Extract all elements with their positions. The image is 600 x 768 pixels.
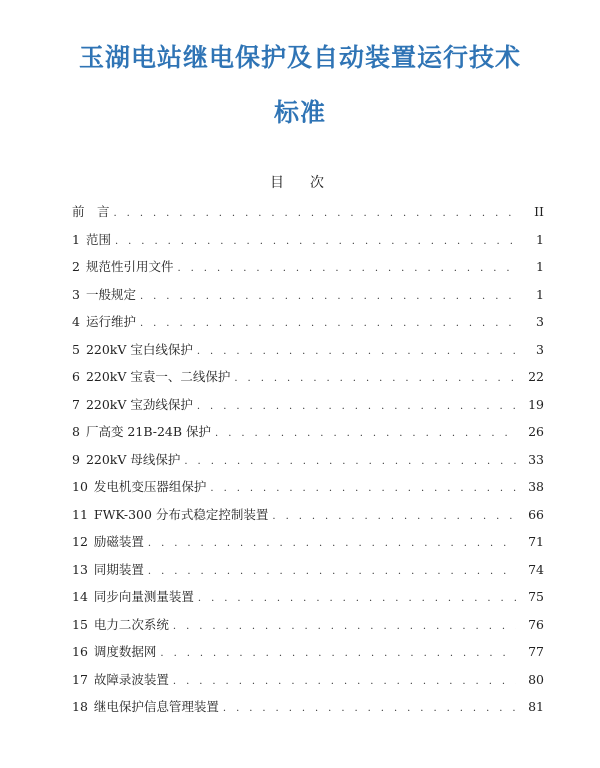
toc-entry-title: 电力二次系统	[93, 616, 169, 632]
toc-entry-title: 调度数据网	[93, 644, 157, 659]
dot-leader	[215, 420, 516, 448]
toc-entry-page: 19	[528, 396, 544, 412]
toc-entry-label	[72, 583, 198, 611]
toc-entry-label	[72, 473, 210, 501]
dot-leader	[197, 393, 516, 421]
toc-entry[interactable]	[72, 638, 544, 666]
toc-entry-label	[72, 363, 234, 391]
toc-entry[interactable]	[72, 556, 544, 584]
toc-entry-page: 26	[528, 424, 544, 439]
toc-entry-number: 4	[72, 314, 80, 329]
dot-leader	[173, 668, 516, 696]
dot-leader	[148, 530, 516, 558]
dot-leader	[160, 640, 516, 668]
toc-entry-page: 1	[536, 231, 544, 247]
toc-entry-number: 5	[72, 341, 80, 357]
toc-entry[interactable]	[72, 501, 544, 529]
toc-entry-title: 220kV 宝袁一、二线保护	[85, 369, 231, 384]
toc-entry-number: 12	[72, 534, 88, 549]
toc-entry-title: 一般规定	[85, 286, 136, 302]
toc-entry[interactable]	[72, 666, 544, 694]
toc-entry[interactable]	[72, 363, 544, 391]
toc-entry-label	[72, 391, 197, 419]
toc-entry-page: 1	[536, 259, 544, 274]
toc-entry-title: 220kV 宝劲线保护	[85, 396, 193, 412]
dot-leader	[148, 558, 516, 586]
toc-entry-title: 同期装置	[93, 561, 144, 577]
toc-entry-number: 2	[72, 259, 80, 274]
toc-entry-number: 9	[72, 451, 80, 467]
toc-entry[interactable]	[72, 473, 544, 501]
toc-entry-label	[72, 198, 114, 226]
toc-entry-page: 1	[536, 286, 544, 302]
document-title-line-1: 玉湖电站继电保护及自动装置运行技术	[78, 43, 521, 72]
toc-entry-page: 75	[528, 589, 544, 604]
toc-entry-title: 发电机变压器组保护	[93, 479, 207, 494]
toc-entry-label	[72, 638, 160, 666]
toc-entry[interactable]	[72, 336, 544, 364]
toc-entry-number: 10	[72, 479, 88, 494]
toc-entry-number: 8	[72, 424, 80, 439]
toc-entry-label	[72, 336, 197, 364]
toc-entry-page: 80	[528, 671, 544, 687]
toc-entry-label	[72, 281, 140, 309]
toc-entry-page: 22	[528, 369, 544, 384]
dot-leader	[197, 338, 516, 366]
toc-entry-label	[72, 308, 140, 336]
dot-leader	[114, 200, 516, 228]
toc-entry-number: 3	[72, 286, 80, 302]
toc-entry-page: 66	[528, 506, 544, 522]
toc-entry-number: 11	[72, 506, 88, 522]
toc-entry-title: 运行维护	[85, 314, 136, 329]
dot-leader	[198, 585, 516, 613]
toc-entry-label	[72, 501, 272, 529]
toc-entry[interactable]	[72, 418, 544, 446]
toc-entry-page: 38	[528, 479, 544, 494]
toc-entry-label	[72, 446, 184, 474]
toc-entry-title: 220kV 宝白线保护	[85, 341, 193, 357]
dot-leader	[115, 228, 516, 256]
toc-entry-foreword[interactable]	[72, 198, 544, 226]
toc-entry[interactable]	[72, 446, 544, 474]
toc-entry-number: 13	[72, 561, 88, 577]
toc-entry-page: II	[534, 204, 544, 219]
dot-leader	[234, 365, 516, 393]
toc-entry-title: 规范性引用文件	[85, 259, 174, 274]
dot-leader	[173, 613, 516, 641]
toc-entry-page: 33	[528, 451, 544, 467]
dot-leader	[177, 255, 516, 283]
toc-entry-page: 3	[536, 314, 544, 329]
toc-heading: 目 次	[270, 175, 330, 191]
toc-entry-page: 81	[528, 699, 544, 714]
toc-entry[interactable]	[72, 308, 544, 336]
toc-entry-label	[72, 693, 223, 721]
toc-entry-label	[72, 528, 148, 556]
toc-entry-number: 17	[72, 671, 88, 687]
toc-entry-title: 前 言	[72, 204, 110, 219]
toc-entry-number: 16	[72, 644, 88, 659]
document-title-line-2: 标准	[273, 98, 326, 127]
toc-entry-label	[72, 226, 115, 254]
toc-entry-title: 厂高变 21B-24B 保护	[85, 424, 212, 439]
toc-entry[interactable]	[72, 226, 544, 254]
toc-entry-label	[72, 253, 177, 281]
toc-entry-label	[72, 666, 173, 694]
dot-leader	[272, 503, 516, 531]
toc-entry[interactable]	[72, 693, 544, 721]
toc-entry[interactable]	[72, 281, 544, 309]
toc-entry-page: 71	[528, 534, 544, 549]
dot-leader	[140, 310, 516, 338]
toc-entry-number: 18	[72, 699, 88, 714]
toc-entry[interactable]	[72, 583, 544, 611]
toc-entry-title: 同步向量测量装置	[93, 589, 194, 604]
toc-entry-title: 范围	[85, 231, 111, 247]
toc-entry-page: 74	[528, 561, 544, 577]
toc-entry-label	[72, 418, 215, 446]
toc-entry-title: 继电保护信息管理装置	[93, 699, 219, 714]
dot-leader	[223, 695, 516, 723]
toc-entry[interactable]	[72, 528, 544, 556]
toc-entry-page: 76	[528, 616, 544, 632]
toc-entry-number: 15	[72, 616, 88, 632]
dot-leader	[184, 448, 516, 476]
toc-entry-title: 220kV 母线保护	[85, 451, 181, 467]
toc-entry-page: 3	[536, 341, 544, 357]
toc-entry-label	[72, 611, 173, 639]
toc-entry-number: 14	[72, 589, 88, 604]
dot-leader	[140, 283, 516, 311]
dot-leader	[210, 475, 516, 503]
toc-entry-page: 77	[528, 644, 544, 659]
toc-entry-label	[72, 556, 148, 584]
toc-entry[interactable]	[72, 253, 544, 281]
table-of-contents	[72, 198, 544, 721]
toc-entry[interactable]	[72, 611, 544, 639]
toc-entry-number: 7	[72, 396, 80, 412]
toc-entry[interactable]	[72, 391, 544, 419]
toc-entry-title: 故障录波装置	[93, 671, 169, 687]
toc-entry-number: 1	[72, 231, 80, 247]
toc-entry-title: FWK-300 分布式稳定控制装置	[93, 506, 269, 522]
toc-entry-title: 励磁装置	[93, 534, 144, 549]
toc-entry-number: 6	[72, 369, 80, 384]
